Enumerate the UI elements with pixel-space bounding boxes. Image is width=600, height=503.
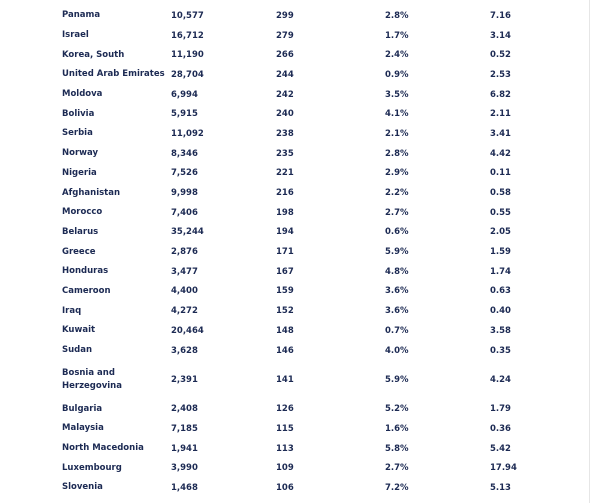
- rate-cell: 1.7%: [385, 30, 409, 41]
- rate-cell: 2.8%: [385, 10, 409, 21]
- cases-cell: 35,244: [171, 227, 204, 238]
- per-capita-cell: 5.42: [490, 443, 511, 454]
- deaths-cell: 242: [276, 89, 294, 100]
- country-cell: Sudan: [62, 345, 93, 356]
- per-capita-cell: 5.13: [490, 482, 511, 493]
- per-capita-cell: 1.74: [490, 266, 511, 277]
- table-row: [56, 242, 570, 262]
- cases-cell: 7,185: [171, 423, 198, 434]
- deaths-cell: 171: [276, 247, 294, 258]
- rate-cell: 0.6%: [385, 227, 409, 238]
- per-capita-cell: 4.42: [490, 148, 511, 159]
- country-cell: Bulgaria: [62, 403, 103, 414]
- cases-cell: 1,941: [171, 443, 198, 454]
- cases-cell: 6,994: [171, 89, 198, 100]
- deaths-cell: 279: [276, 30, 294, 41]
- rate-cell: 7.2%: [385, 482, 409, 493]
- deaths-cell: 235: [276, 148, 294, 159]
- table-row: [56, 399, 570, 419]
- cases-cell: 2,876: [171, 247, 198, 258]
- per-capita-cell: 0.63: [490, 286, 511, 297]
- deaths-cell: 126: [276, 404, 294, 415]
- country-cell: Panama: [62, 10, 101, 21]
- per-capita-cell: 3.58: [490, 325, 511, 336]
- cases-cell: 2,408: [171, 404, 198, 415]
- table-row: [56, 282, 570, 302]
- cases-cell: 9,998: [171, 188, 198, 199]
- page-right-border: [589, 0, 590, 503]
- country-cell: Kuwait: [62, 325, 96, 336]
- country-cell: Iraq: [62, 305, 82, 316]
- deaths-cell: 221: [276, 168, 294, 179]
- deaths-cell: 238: [276, 128, 294, 139]
- cases-cell: 10,577: [171, 10, 204, 21]
- deaths-cell: 299: [276, 10, 294, 21]
- cases-cell: 1,468: [171, 482, 198, 493]
- per-capita-cell: 0.36: [490, 423, 511, 434]
- deaths-cell: 266: [276, 50, 294, 61]
- country-cell: Korea, South: [62, 49, 125, 60]
- country-cell: Greece: [62, 246, 96, 257]
- per-capita-cell: 0.40: [490, 306, 511, 317]
- per-capita-cell: 7.16: [490, 10, 511, 21]
- deaths-cell: 146: [276, 345, 294, 356]
- per-capita-cell: 3.14: [490, 30, 511, 41]
- country-cell: Slovenia: [62, 482, 103, 493]
- table-row: [56, 458, 570, 478]
- country-cell: Cameroon: [62, 285, 111, 296]
- cases-cell: 11,092: [171, 128, 204, 139]
- rate-cell: 5.8%: [385, 443, 409, 454]
- cases-cell: 11,190: [171, 50, 204, 61]
- rate-cell: 3.5%: [385, 89, 409, 100]
- table-row: [56, 144, 570, 164]
- country-cell: United Arab Emirates: [62, 69, 165, 80]
- per-capita-cell: 2.53: [490, 69, 511, 80]
- table-row: [56, 439, 570, 459]
- country-cell: Bosnia and Herzegovina: [62, 367, 122, 391]
- table-row: [56, 104, 570, 124]
- table-row: [56, 124, 570, 144]
- deaths-cell: 198: [276, 207, 294, 218]
- cases-cell: 7,406: [171, 207, 198, 218]
- rate-cell: 2.8%: [385, 148, 409, 159]
- rate-cell: 3.6%: [385, 286, 409, 297]
- table-row: [56, 478, 570, 498]
- table-row: [56, 85, 570, 105]
- country-cell: Israel: [62, 30, 89, 41]
- rate-cell: 2.4%: [385, 50, 409, 61]
- deaths-cell: 216: [276, 188, 294, 199]
- rate-cell: 3.6%: [385, 306, 409, 317]
- deaths-cell: 167: [276, 266, 294, 277]
- country-cell: Malaysia: [62, 423, 104, 434]
- rate-cell: 0.9%: [385, 69, 409, 80]
- country-cell: Belarus: [62, 226, 99, 237]
- rate-cell: 4.0%: [385, 345, 409, 356]
- cases-cell: 3,990: [171, 463, 198, 474]
- table-row: [56, 360, 570, 399]
- cases-cell: 3,628: [171, 345, 198, 356]
- rate-cell: 4.8%: [385, 266, 409, 277]
- cases-cell: 4,272: [171, 306, 198, 317]
- per-capita-cell: 3.41: [490, 128, 511, 139]
- deaths-cell: 106: [276, 482, 294, 493]
- deaths-cell: 159: [276, 286, 294, 297]
- rate-cell: 2.7%: [385, 463, 409, 474]
- table-row: [56, 6, 570, 26]
- table-row: [56, 164, 570, 184]
- cases-cell: 5,915: [171, 109, 198, 120]
- per-capita-cell: 2.11: [490, 109, 511, 120]
- cases-cell: 4,400: [171, 286, 198, 297]
- table-row: [56, 301, 570, 321]
- rate-cell: 2.7%: [385, 207, 409, 218]
- rate-cell: 5.9%: [385, 247, 409, 258]
- table-row: [56, 321, 570, 341]
- country-cell: Serbia: [62, 128, 93, 139]
- rate-cell: 2.2%: [385, 188, 409, 199]
- cases-cell: 8,346: [171, 148, 198, 159]
- table-row: [56, 203, 570, 223]
- deaths-cell: 148: [276, 325, 294, 336]
- deaths-cell: 113: [276, 443, 294, 454]
- cases-cell: 2,391: [171, 374, 198, 385]
- table-row: [56, 45, 570, 65]
- deaths-cell: 152: [276, 306, 294, 317]
- per-capita-cell: 0.52: [490, 50, 511, 61]
- cases-cell: 16,712: [171, 30, 204, 41]
- table-row: [56, 65, 570, 85]
- data-table: [56, 6, 570, 498]
- rate-cell: 5.9%: [385, 374, 409, 385]
- country-cell: Moldova: [62, 89, 103, 100]
- country-cell: Honduras: [62, 266, 109, 277]
- per-capita-cell: 4.24: [490, 374, 511, 385]
- deaths-cell: 240: [276, 109, 294, 120]
- country-cell: Afghanistan: [62, 187, 121, 198]
- cases-cell: 7,526: [171, 168, 198, 179]
- table-row: [56, 223, 570, 243]
- table-row: [56, 183, 570, 203]
- per-capita-cell: 0.55: [490, 207, 511, 218]
- deaths-cell: 141: [276, 374, 294, 385]
- deaths-cell: 194: [276, 227, 294, 238]
- country-cell: North Macedonia: [62, 443, 144, 454]
- per-capita-cell: 0.58: [490, 188, 511, 199]
- per-capita-cell: 0.35: [490, 345, 511, 356]
- cases-cell: 28,704: [171, 69, 204, 80]
- table-row: [56, 26, 570, 46]
- table-row: [56, 419, 570, 439]
- per-capita-cell: 1.79: [490, 404, 511, 415]
- rate-cell: 1.6%: [385, 423, 409, 434]
- deaths-cell: 244: [276, 69, 294, 80]
- country-cell: Nigeria: [62, 167, 97, 178]
- rate-cell: 2.9%: [385, 168, 409, 179]
- cases-cell: 20,464: [171, 325, 204, 336]
- per-capita-cell: 6.82: [490, 89, 511, 100]
- rate-cell: 4.1%: [385, 109, 409, 120]
- per-capita-cell: 17.94: [490, 463, 517, 474]
- country-cell: Norway: [62, 148, 99, 159]
- rate-cell: 2.1%: [385, 128, 409, 139]
- deaths-cell: 115: [276, 423, 294, 434]
- country-cell: Luxembourg: [62, 462, 122, 473]
- country-cell: Morocco: [62, 207, 103, 218]
- table-row: [56, 262, 570, 282]
- per-capita-cell: 1.59: [490, 247, 511, 258]
- country-cell: Bolivia: [62, 108, 95, 119]
- deaths-cell: 109: [276, 463, 294, 474]
- rate-cell: 0.7%: [385, 325, 409, 336]
- cases-cell: 3,477: [171, 266, 198, 277]
- per-capita-cell: 2.05: [490, 227, 511, 238]
- table-row: [56, 341, 570, 361]
- rate-cell: 5.2%: [385, 404, 409, 415]
- per-capita-cell: 0.11: [490, 168, 511, 179]
